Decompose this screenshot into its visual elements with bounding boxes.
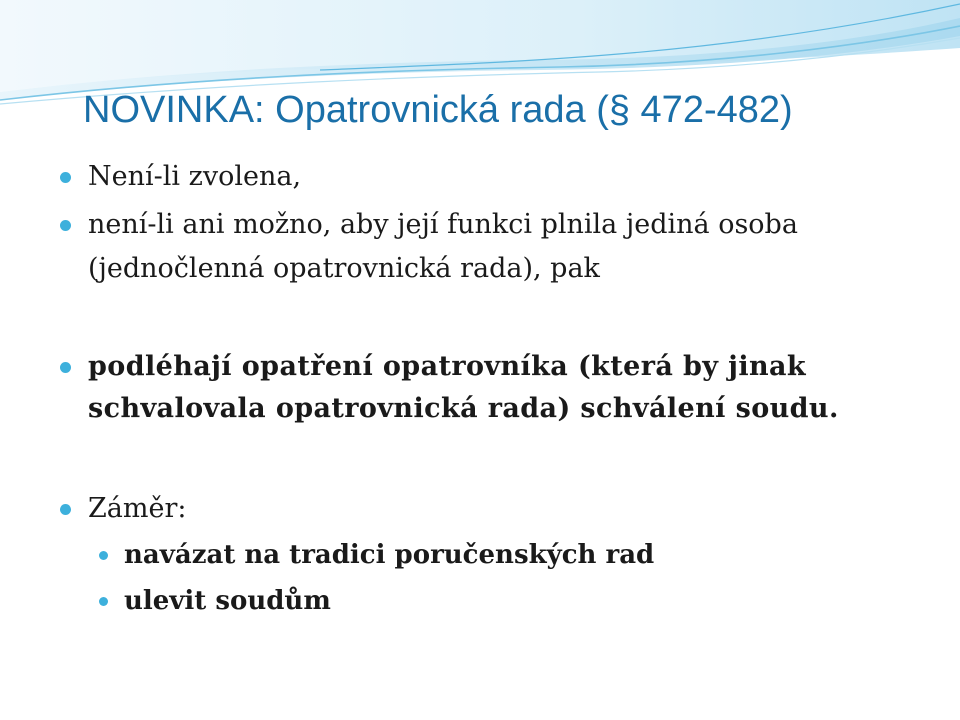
bullet-text-line-2: (jednočlenná opatrovnická rada), pak	[88, 253, 600, 284]
bullet-dot-icon	[60, 172, 71, 183]
bullet-text: Záměr:	[88, 493, 187, 524]
slide-title: NOVINKA: Opatrovnická rada (§ 472-482)	[83, 89, 793, 131]
bullet-dot-icon	[60, 504, 71, 515]
bullet-text-line-1: podléhají opatření opatrovníka (která by jinak	[88, 351, 807, 382]
sub-bullet-text: ulevit soudům	[124, 586, 331, 616]
bullet-text: Není-li zvolena,	[88, 161, 302, 192]
bullet-text-line-1: není-li ani možno, aby její funkci plnila jediná osoba	[88, 209, 798, 240]
sub-bullet-text: navázat na tradici poručenských rad	[124, 540, 655, 570]
bullet-dot-icon	[60, 220, 71, 231]
sub-bullet-dot-icon	[99, 597, 108, 606]
bullet-dot-icon	[60, 362, 71, 373]
sub-bullet-dot-icon	[99, 551, 108, 560]
bullet-text-line-2: schvalovala opatrovnická rada) schválení soudu.	[88, 393, 839, 424]
